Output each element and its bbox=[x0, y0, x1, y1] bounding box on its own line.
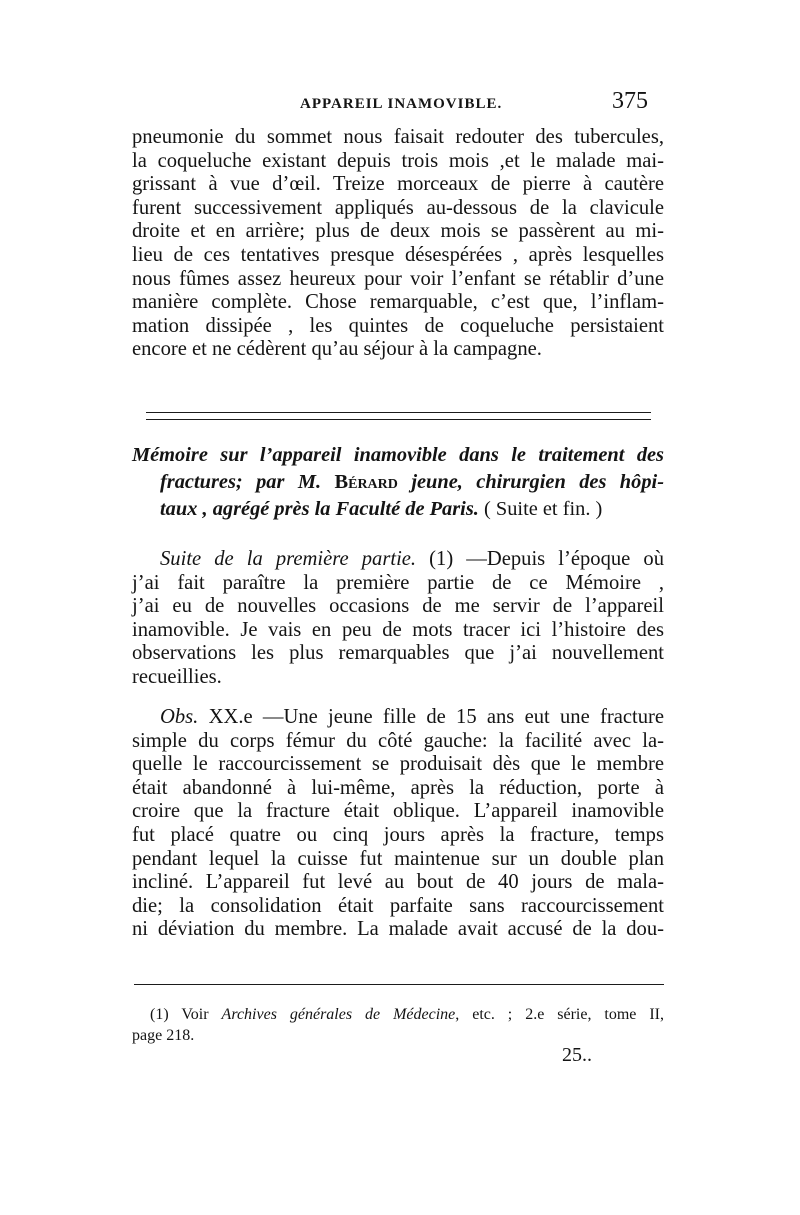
text-line: incliné. L’appareil fut levé au bout de 40 jours de mala- bbox=[132, 871, 664, 894]
text-line: droite et en arrière; plus de deux mois se passèrent au mi- bbox=[132, 220, 664, 243]
text-line: pendant lequel la cuisse fut maintenue sur un double plan bbox=[132, 847, 664, 870]
paragraph-observation bbox=[132, 706, 664, 942]
text-line: était abandonné à lui-même, après la réduction, porte à bbox=[132, 776, 664, 799]
footnote-marker: (1) Voir bbox=[150, 1006, 209, 1023]
paragraph-continuation bbox=[132, 126, 664, 362]
title-line bbox=[132, 496, 664, 523]
text-line: simple du corps fémur du côté gauche: la facilité avec la- bbox=[132, 729, 664, 752]
text-line bbox=[132, 548, 664, 572]
text-line: nous fûmes assez heureux pour voir l’enfant se rétablir d’une bbox=[132, 267, 664, 290]
observation-label: Obs. bbox=[160, 706, 199, 728]
footnote-text: , etc. ; 2.e série, tome II, bbox=[455, 1006, 665, 1023]
text-line: la coqueluche existant depuis trois mois ,et le malade mai- bbox=[132, 149, 664, 172]
author-name: Bérard bbox=[334, 471, 398, 493]
paragraph-introduction bbox=[132, 548, 664, 690]
text-line: quelle le raccourcissement se produisait dès que le membre bbox=[132, 753, 664, 776]
text-line: pneumonie du sommet nous faisait redouter des tubercules, bbox=[132, 126, 664, 148]
text-line: lieu de ces tentatives presque désespérées , après lesquelles bbox=[132, 243, 664, 266]
text-run: XX.e —Une jeune fille de 15 ans eut une fracture bbox=[208, 706, 665, 728]
text-line: encore et ne cédèrent qu’au séjour à la campagne. bbox=[132, 338, 542, 361]
text-line: furent successivement appliqués au-dessous de la clavicule bbox=[132, 196, 664, 219]
title-text: fractures; par M. bbox=[160, 471, 322, 493]
text-line: grissant à vue d’œil. Treize morceaux de pierre à cautère bbox=[132, 173, 664, 196]
footnote bbox=[132, 1004, 664, 1046]
text-line: fut placé quatre ou cinq jours après la fracture, temps bbox=[132, 823, 664, 846]
text-line: ni déviation du membre. La malade avait accusé de la dou- bbox=[132, 918, 664, 941]
article-title bbox=[132, 442, 664, 523]
section-label: Suite de la première partie. bbox=[160, 548, 417, 570]
journal-title: Archives générales de Médecine bbox=[221, 1006, 456, 1023]
text-line: observations les plus remarquables que j’ai nouvellement bbox=[132, 642, 664, 665]
footnote-line: page 218. bbox=[132, 1027, 195, 1044]
title-line bbox=[132, 469, 664, 496]
text-line: die; la consolidation était parfaite sans raccourcissement bbox=[132, 894, 664, 917]
page-number: 375 bbox=[612, 88, 648, 114]
continuation-note: ( Suite et fin. ) bbox=[483, 498, 603, 520]
text-run: (1) —Depuis l’époque où bbox=[429, 548, 664, 570]
text-line: j’ai eu de nouvelles occasions de me servir de l’appareil bbox=[132, 595, 664, 618]
footnote-divider bbox=[134, 984, 664, 985]
text-line bbox=[132, 706, 664, 730]
text-line: j’ai fait paraître la première partie de ce Mémoire , bbox=[132, 571, 664, 594]
signature-mark: 25.. bbox=[562, 1044, 592, 1066]
text-line: mation dissipée , les quintes de coqueluche persistaient bbox=[132, 314, 664, 337]
text-line: croire que la fracture était oblique. L’appareil inamovible bbox=[132, 800, 664, 823]
running-header: APPAREIL INAMOVIBLE. bbox=[300, 96, 503, 112]
title-text: jeune, chirurgien des hôpi- bbox=[411, 471, 664, 493]
footnote-line bbox=[132, 1004, 664, 1025]
title-line: Mémoire sur l’appareil inamovible dans le traitement des bbox=[132, 444, 664, 466]
text-line: manière complète. Chose remarquable, c’est que, l’inflam- bbox=[132, 291, 664, 314]
text-line: inamovible. Je vais en peu de mots tracer ici l’histoire des bbox=[132, 618, 664, 641]
text-line: recueillies. bbox=[132, 665, 222, 688]
section-divider bbox=[146, 412, 651, 420]
title-text: taux , agrégé près la Faculté de Paris. bbox=[160, 498, 479, 520]
